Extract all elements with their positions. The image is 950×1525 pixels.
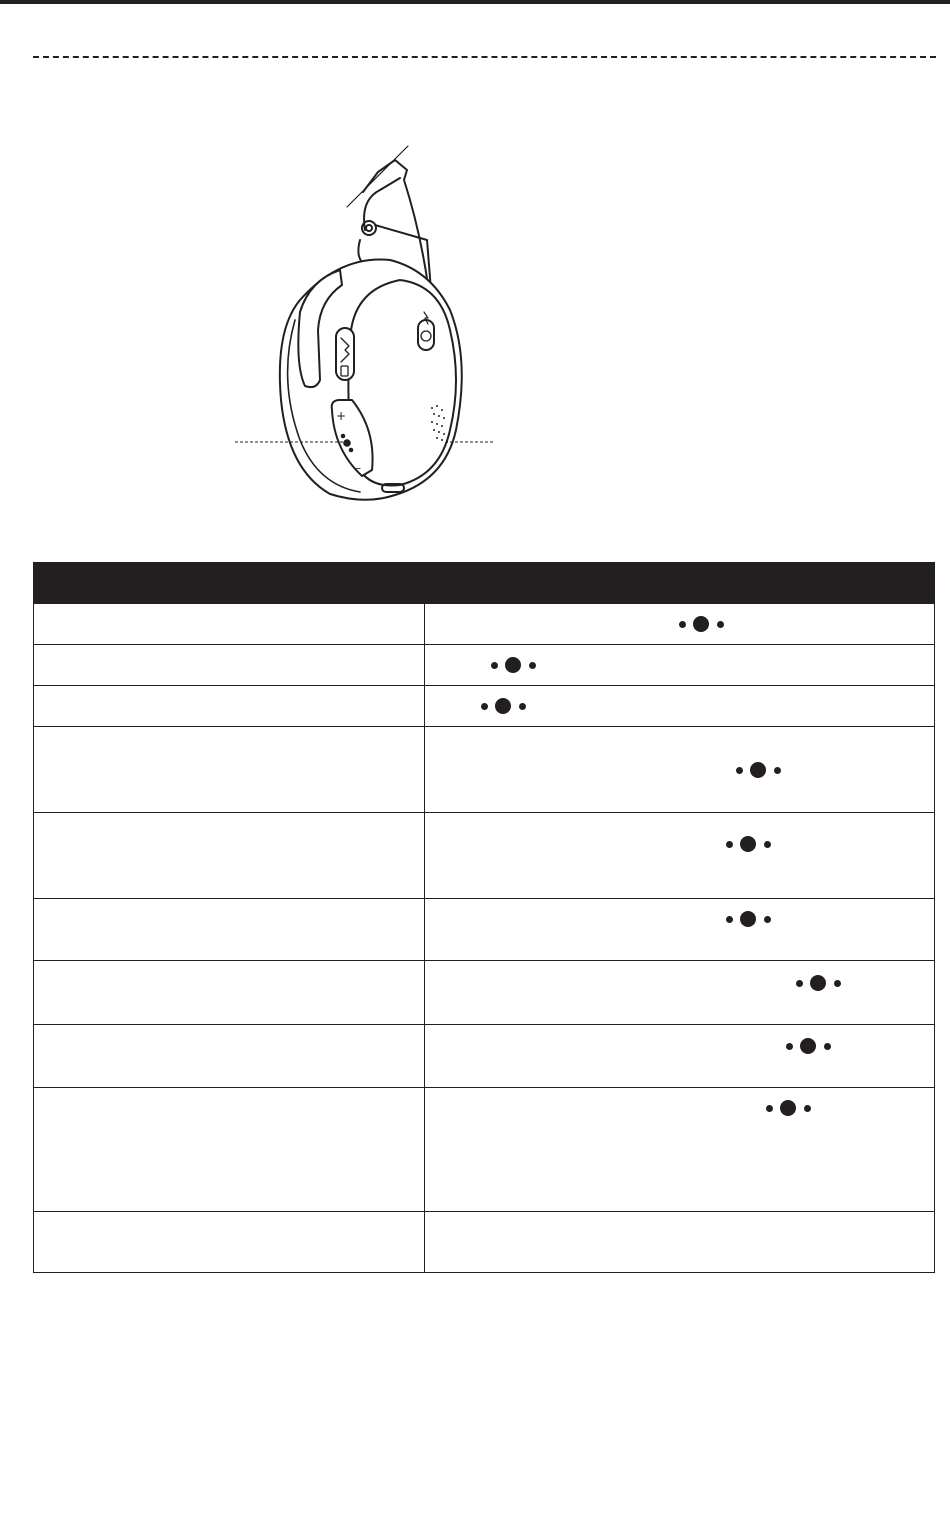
action-cell [425,813,935,899]
function-cell [34,1088,425,1212]
function-cell [34,1025,425,1088]
function-cell [34,961,425,1025]
table-row [34,1088,935,1212]
action-cell [425,1025,935,1088]
action-cell [425,727,935,813]
column-header-function [34,563,425,604]
function-cell [34,604,425,645]
multifunction-button-icon [766,1098,812,1118]
action-cell [425,1088,935,1212]
multifunction-button-icon [726,834,772,854]
function-cell [34,727,425,813]
multifunction-button-icon [786,1036,832,1056]
controls-table [33,562,935,1273]
action-cell [425,604,935,645]
volume-down-icon: – [355,461,361,475]
bluetooth-battery-panel [336,328,354,380]
table-row [34,604,935,645]
table-row [34,727,935,813]
action-cell [425,645,935,686]
headphones-illustration [0,0,950,520]
multifunction-button-icon [491,655,537,675]
table-row [34,645,935,686]
function-cell [34,899,425,961]
function-cell [34,645,425,686]
function-cell [34,686,425,727]
table-row [34,686,935,727]
action-cell [425,961,935,1025]
multifunction-button-icon [726,909,772,929]
multifunction-button-icon [736,760,782,780]
table-row [34,1025,935,1088]
function-cell [34,1212,425,1273]
multifunction-button-icon [481,696,527,716]
power-switch [418,320,434,350]
multifunction-button-icon [344,440,350,446]
column-header-action [425,563,935,604]
action-cell [425,1212,935,1273]
function-cell [34,813,425,899]
volume-up-icon: + [336,409,347,423]
multifunction-button-icon [796,973,842,993]
action-cell [425,899,935,961]
table-row [34,899,935,961]
table-row [34,1212,935,1273]
table-row [34,813,935,899]
multifunction-button-icon [679,614,725,634]
table-row [34,961,935,1025]
action-cell [425,686,935,727]
table-header-row [34,563,935,604]
